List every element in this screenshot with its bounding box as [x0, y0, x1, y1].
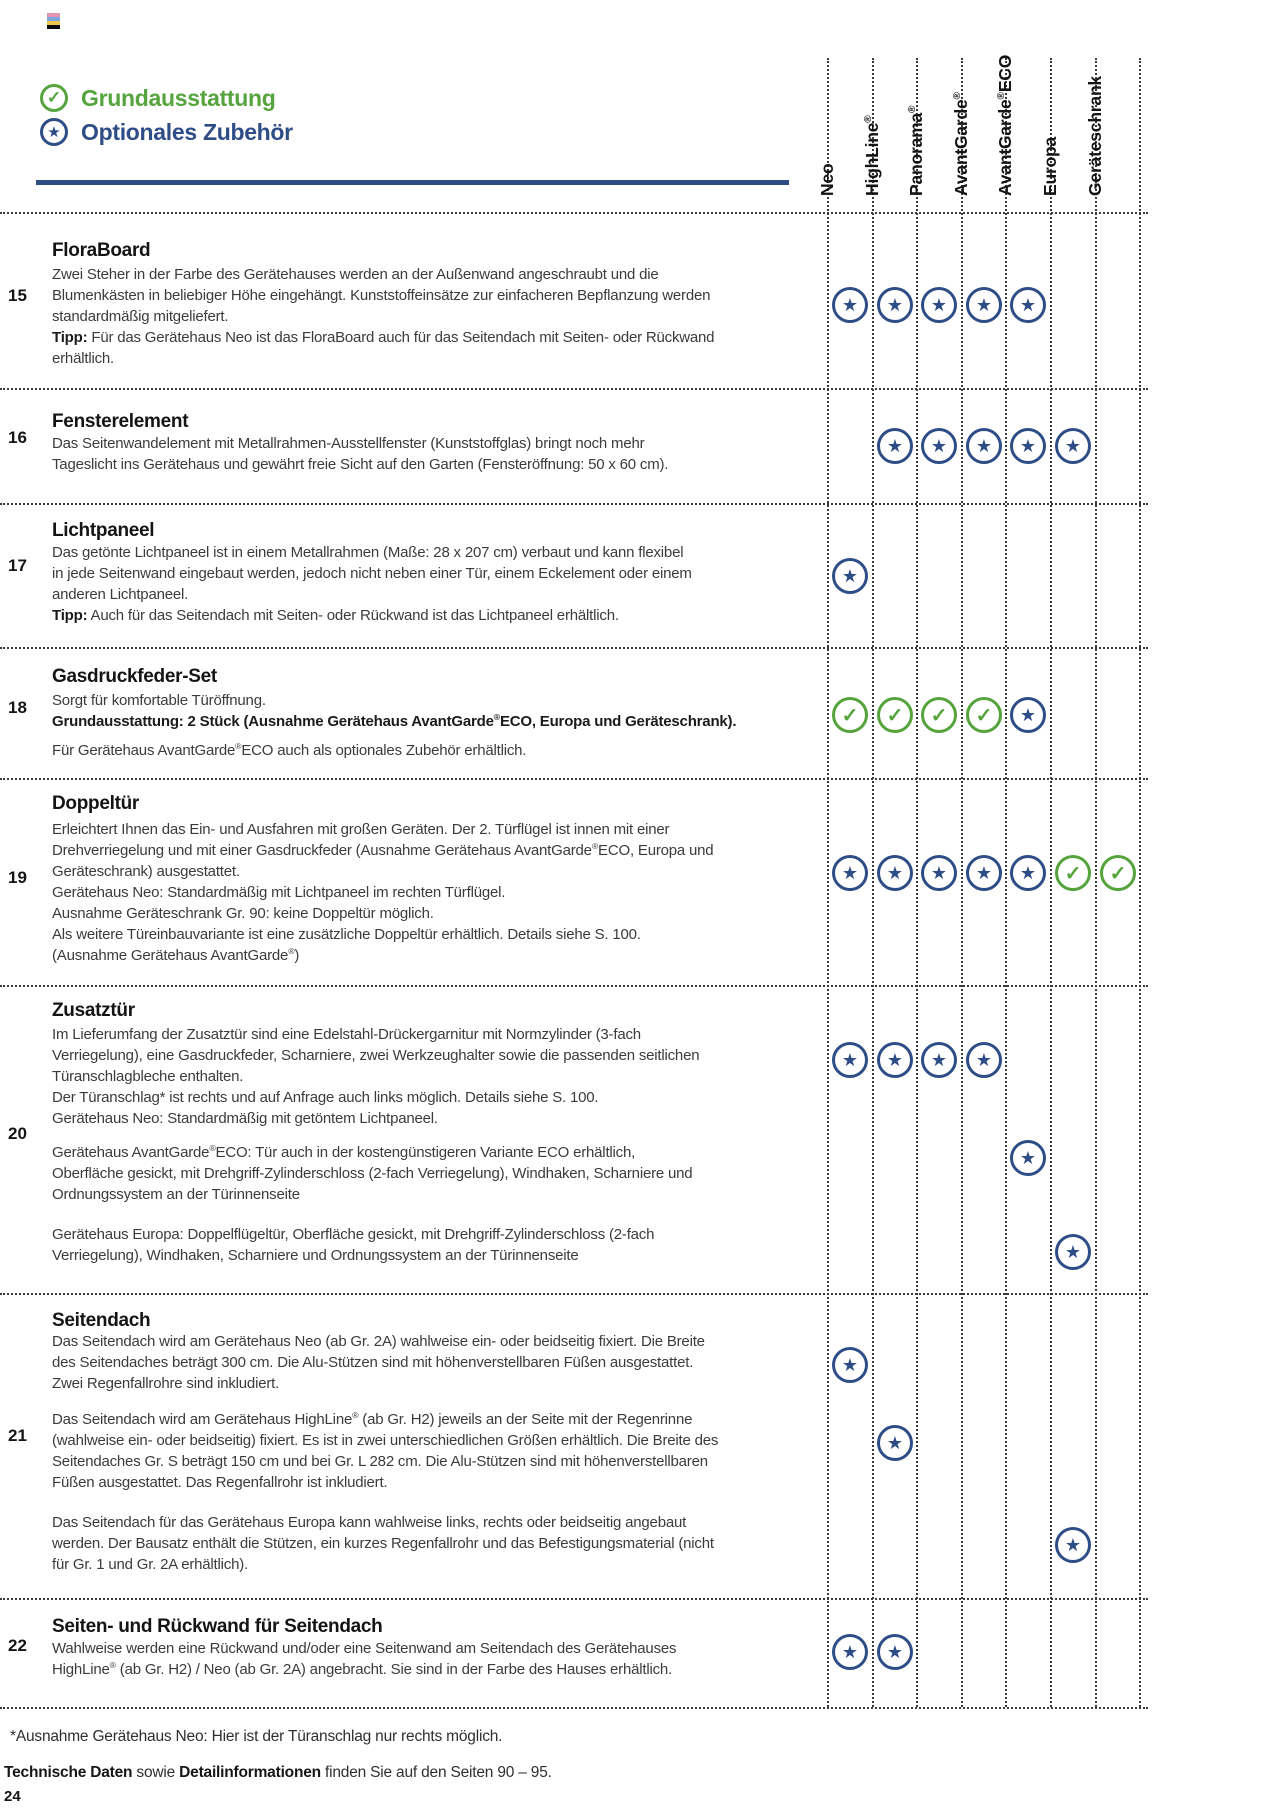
body-line: Das Seitenwandelement mit Metallrahmen-Ausstellfenster (Kunststoffglas) bringt noch mehr: [52, 435, 645, 452]
body-line: HighLine® (ab Gr. H2) / Neo (ab Gr. 2A) angebracht. Sie sind in der Farbe des Hauses erhältlich.: [52, 1660, 673, 1678]
body-line: Oberfläche gesickt, mit Drehgriff-Zylinderschloss (2-fach Verriegelung), Windhaken, Scharniere und: [52, 1165, 693, 1182]
row-paragraph: [52, 1512, 714, 1575]
body-line: Tipp: Auch für das Seitendach mit Seiten- oder Rückwand ist das Lichtpaneel erhältlich.: [52, 607, 619, 624]
registered-trademark-symbol: ®: [235, 741, 242, 751]
body-line: Als weitere Türeinbauvariante ist eine zusätzliche Doppeltür erhältlich. Details siehe S. 100.: [52, 926, 641, 943]
row-divider-dotted-line: [0, 1707, 1148, 1709]
body-line: Das Seitendach wird am Gerätehaus Neo (ab Gr. 2A) wahlweise ein- oder beidseitig fixiert. Die Breite: [52, 1333, 705, 1350]
standard-check-icon: ✓: [966, 697, 1002, 733]
row-number: 19: [8, 868, 27, 887]
optional-star-icon: ★: [1010, 697, 1046, 733]
registered-trademark-symbol: ®: [288, 946, 295, 956]
body-line: Grundausstattung: 2 Stück (Ausnahme Gerätehaus AvantGarde®ECO, Europa und Geräteschrank).: [52, 712, 737, 730]
body-line: des Seitendaches beträgt 300 cm. Die Alu-Stützen sind mit höhenverstellbaren Füßen ausgestattet.: [52, 1354, 694, 1371]
registered-trademark-symbol: ®: [209, 1143, 216, 1153]
optional-star-icon: ★: [877, 855, 913, 891]
row-divider-dotted-line: [0, 503, 1148, 505]
body-line: erhältlich.: [52, 350, 114, 367]
column-header-7: Geräteschrank: [1085, 76, 1105, 196]
body-line: anderen Lichtpaneel.: [52, 586, 189, 603]
optional-star-icon: ★: [877, 287, 913, 323]
column-divider-dotted-line: [1095, 58, 1097, 1707]
row-paragraph: [52, 1409, 718, 1493]
registered-trademark-symbol: ®: [352, 1410, 359, 1420]
row-paragraph: [52, 711, 736, 732]
optional-star-icon: ★: [832, 1634, 868, 1670]
registered-trademark-symbol: ®: [109, 1660, 116, 1670]
row-number: 18: [8, 698, 27, 717]
footnote-info: Technische Daten sowie Detailinformationen finden Sie auf den Seiten 90 – 95.: [4, 1764, 552, 1781]
body-line: Blumenkästen in beliebiger Höhe eingehängt. Kunststoffeinsätze zur einfacheren Bepflanzung werden: [52, 287, 711, 304]
row-title: Lichtpaneel: [52, 520, 155, 541]
column-header-5: AvantGarde®ECO: [995, 54, 1015, 196]
row-title: Seitendach: [52, 1310, 151, 1331]
column-divider-dotted-line: [827, 58, 829, 1707]
body-line: (wahlweise ein- oder beidseitig) fixiert. Es ist in zwei unterschiedlichen Größen erhältlich. Die Breite des: [52, 1432, 719, 1449]
row-title: Gasdruckfeder-Set: [52, 666, 217, 687]
column-divider-dotted-line: [1139, 58, 1141, 1707]
row-paragraph: [52, 740, 526, 761]
optional-star-icon: ★: [832, 287, 868, 323]
row-paragraph: [52, 690, 266, 711]
row-paragraph: [52, 819, 713, 966]
row-divider-dotted-line: [0, 647, 1148, 649]
row-title: FloraBoard: [52, 240, 151, 261]
body-line: in jede Seitenwand eingebaut werden, jedoch nicht neben einer Tür, einem Eckelement oder einem: [52, 565, 692, 582]
body-line: Seitendaches Gr. S beträgt 150 cm und bei Gr. L 282 cm. Die Alu-Stützen sind mit höhenverstellbaren: [52, 1453, 708, 1470]
optional-star-icon: ★: [966, 1042, 1002, 1078]
body-line: Das getönte Lichtpaneel ist in einem Metallrahmen (Maße: 28 x 207 cm) verbaut und kann flexibel: [52, 544, 684, 561]
body-line: Zwei Regenfallrohre sind inkludiert.: [52, 1375, 280, 1392]
standard-check-icon: ✓: [832, 697, 868, 733]
row-paragraph: [52, 605, 619, 626]
column-divider-dotted-line: [916, 58, 918, 1707]
row-divider-dotted-line: [0, 985, 1148, 987]
body-line: Erleichtert Ihnen das Ein- und Ausfahren mit großen Geräten. Der 2. Türflügel ist innen mit einer: [52, 821, 670, 838]
registered-trademark-symbol: ®: [863, 115, 875, 123]
registered-trademark-symbol: ®: [952, 92, 964, 100]
row-divider-dotted-line: [0, 1293, 1148, 1295]
body-line: Verriegelung), Windhaken, Scharniere und Ordnungssystem an der Türinnenseite: [52, 1247, 579, 1264]
body-line: Sorgt für komfortable Türöffnung.: [52, 692, 266, 709]
optional-star-icon: ★: [832, 1347, 868, 1383]
registered-trademark-symbol: ®: [493, 712, 500, 722]
optional-star-icon: ★: [1010, 428, 1046, 464]
row-divider-dotted-line: [0, 1598, 1148, 1600]
row-paragraph: [52, 327, 714, 369]
body-line: Gerätehaus Neo: Standardmäßig mit getöntem Lichtpaneel.: [52, 1110, 438, 1127]
body-line: Drehverriegelung und mit einer Gasdruckfeder (Ausnahme Gerätehaus AvantGarde®ECO, Europa und: [52, 841, 714, 859]
column-divider-dotted-line: [1050, 58, 1052, 1707]
registered-trademark-symbol: ®: [591, 841, 599, 851]
row-number: 21: [8, 1426, 27, 1445]
optional-star-icon: ★: [1055, 1234, 1091, 1270]
optional-star-icon: ★: [921, 855, 957, 891]
body-line: für Gr. 1 und Gr. 2A erhältlich).: [52, 1556, 248, 1573]
optional-star-icon: ★: [921, 1042, 957, 1078]
row-paragraph: [52, 1638, 676, 1680]
registration-mark-bar: [47, 25, 60, 29]
optional-star-icon: ★: [877, 1042, 913, 1078]
row-number: 16: [8, 428, 27, 447]
body-line: Gerätehaus AvantGarde®ECO: Tür auch in der kostengünstigeren Variante ECO erhältlich,: [52, 1143, 636, 1161]
column-divider-dotted-line: [872, 58, 874, 1707]
body-line: Verriegelung), eine Gasdruckfeder, Scharniere, zwei Werkzeughalter sowie die passenden seitlichen: [52, 1047, 700, 1064]
check-circle-icon: ✓: [40, 84, 68, 112]
column-header-2: HighLine®: [862, 115, 882, 196]
row-title: Doppeltür: [52, 793, 140, 814]
body-line: werden. Der Bausatz enthält die Stützen, ein kurzes Regenfallrohr und das Befestigungsmaterial (nicht: [52, 1535, 714, 1552]
optional-star-icon: ★: [877, 1634, 913, 1670]
row-paragraph: [52, 264, 710, 327]
star-circle-icon: ★: [40, 118, 68, 146]
standard-check-icon: ✓: [1055, 855, 1091, 891]
body-line: Zwei Steher in der Farbe des Gerätehauses werden an der Außenwand angeschraubt und die: [52, 266, 659, 283]
optional-star-icon: ★: [966, 428, 1002, 464]
registration-mark-icon: [47, 13, 60, 29]
body-line: Der Türanschlag* ist rechts und auf Anfrage auch links möglich. Details siehe S. 100.: [52, 1089, 599, 1106]
optional-star-icon: ★: [832, 558, 868, 594]
row-number: 17: [8, 556, 27, 575]
legend-basic-label: Grundausstattung: [81, 84, 276, 111]
legend-basic: [40, 84, 276, 112]
legend-optional-label: Optionales Zubehör: [81, 118, 293, 145]
row-title: Seiten- und Rückwand für Seitendach: [52, 1616, 383, 1637]
row-title: Fensterelement: [52, 411, 189, 432]
row-title: Zusatztür: [52, 1000, 135, 1021]
optional-star-icon: ★: [921, 287, 957, 323]
optional-star-icon: ★: [832, 855, 868, 891]
row-number: 15: [8, 286, 27, 305]
column-header-1: Neo: [817, 163, 837, 196]
registered-trademark-symbol: ®: [907, 105, 919, 113]
optional-star-icon: ★: [1055, 428, 1091, 464]
registered-trademark-symbol: ®: [996, 92, 1008, 100]
body-line: Ausnahme Geräteschrank Gr. 90: keine Doppeltür möglich.: [52, 905, 434, 922]
optional-star-icon: ★: [1010, 287, 1046, 323]
row-paragraph: [52, 1142, 692, 1205]
heading-rule: [36, 180, 789, 185]
body-line: Für Gerätehaus AvantGarde®ECO auch als optionales Zubehör erhältlich.: [52, 741, 527, 759]
row-number: 22: [8, 1636, 27, 1655]
row-paragraph: [52, 433, 668, 475]
optional-star-icon: ★: [921, 428, 957, 464]
row-divider-dotted-line: [0, 778, 1148, 780]
body-line: Gerätehaus Europa: Doppelflügeltür, Oberfläche gesickt, mit Drehgriff-Zylinderschloss (2-fach: [52, 1226, 655, 1243]
row-paragraph: [52, 1024, 699, 1129]
body-line: Das Seitendach für das Gerätehaus Europa kann wahlweise links, rechts oder beidseitig angebaut: [52, 1514, 687, 1531]
legend-optional: [40, 118, 293, 146]
column-header-4: AvantGarde®: [951, 92, 971, 196]
body-line: standardmäßig mitgeliefert.: [52, 308, 229, 325]
body-line: Wahlweise werden eine Rückwand und/oder eine Seitenwand am Seitendach des Gerätehauses: [52, 1640, 677, 1657]
optional-star-icon: ★: [966, 287, 1002, 323]
footnote-asterisk: *Ausnahme Gerätehaus Neo: Hier ist der Türanschlag nur rechts möglich.: [10, 1728, 503, 1745]
optional-star-icon: ★: [877, 1425, 913, 1461]
body-line: Gerätehaus Neo: Standardmäßig mit Lichtpaneel im rechten Türflügel.: [52, 884, 506, 901]
body-line: Ordnungssystem an der Türinnenseite: [52, 1186, 300, 1203]
optional-star-icon: ★: [966, 855, 1002, 891]
column-divider-dotted-line: [1005, 58, 1007, 1707]
body-line: Tageslicht ins Gerätehaus und gewährt freie Sicht auf den Garten (Fensteröffnung: 50 x 60 cm).: [52, 456, 669, 473]
standard-check-icon: ✓: [1100, 855, 1136, 891]
row-divider-dotted-line: [0, 388, 1148, 390]
row-paragraph: [52, 542, 692, 605]
body-line: Geräteschrank) ausgestattet.: [52, 863, 240, 880]
optional-star-icon: ★: [1055, 1527, 1091, 1563]
column-header-6: Europa: [1040, 136, 1060, 196]
standard-check-icon: ✓: [877, 697, 913, 733]
column-divider-dotted-line: [961, 58, 963, 1707]
standard-check-icon: ✓: [921, 697, 957, 733]
body-line: Tipp: Für das Gerätehaus Neo ist das FloraBoard auch für das Seitendach mit Seiten- oder Rückwand: [52, 329, 715, 346]
body-line: Füßen ausgestattet. Das Regenfallrohr ist inkludiert.: [52, 1474, 388, 1491]
page-number: 24: [4, 1788, 21, 1805]
body-line: (Ausnahme Gerätehaus AvantGarde®): [52, 946, 300, 964]
body-line: Im Lieferumfang der Zusatztür sind eine Edelstahl-Drückergarnitur mit Normzylinder (3-fach: [52, 1026, 641, 1043]
body-line: Das Seitendach wird am Gerätehaus HighLine® (ab Gr. H2) jeweils an der Seite mit der Regenrinne: [52, 1410, 693, 1428]
row-paragraph: [52, 1224, 654, 1266]
optional-star-icon: ★: [1010, 855, 1046, 891]
column-header-3: Panorama®: [906, 105, 926, 196]
optional-star-icon: ★: [1010, 1140, 1046, 1176]
optional-star-icon: ★: [877, 428, 913, 464]
row-number: 20: [8, 1124, 27, 1143]
optional-star-icon: ★: [832, 1042, 868, 1078]
row-paragraph: [52, 1331, 705, 1394]
body-line: Türanschlagbleche enthalten.: [52, 1068, 244, 1085]
row-divider-dotted-line: [0, 212, 1148, 214]
